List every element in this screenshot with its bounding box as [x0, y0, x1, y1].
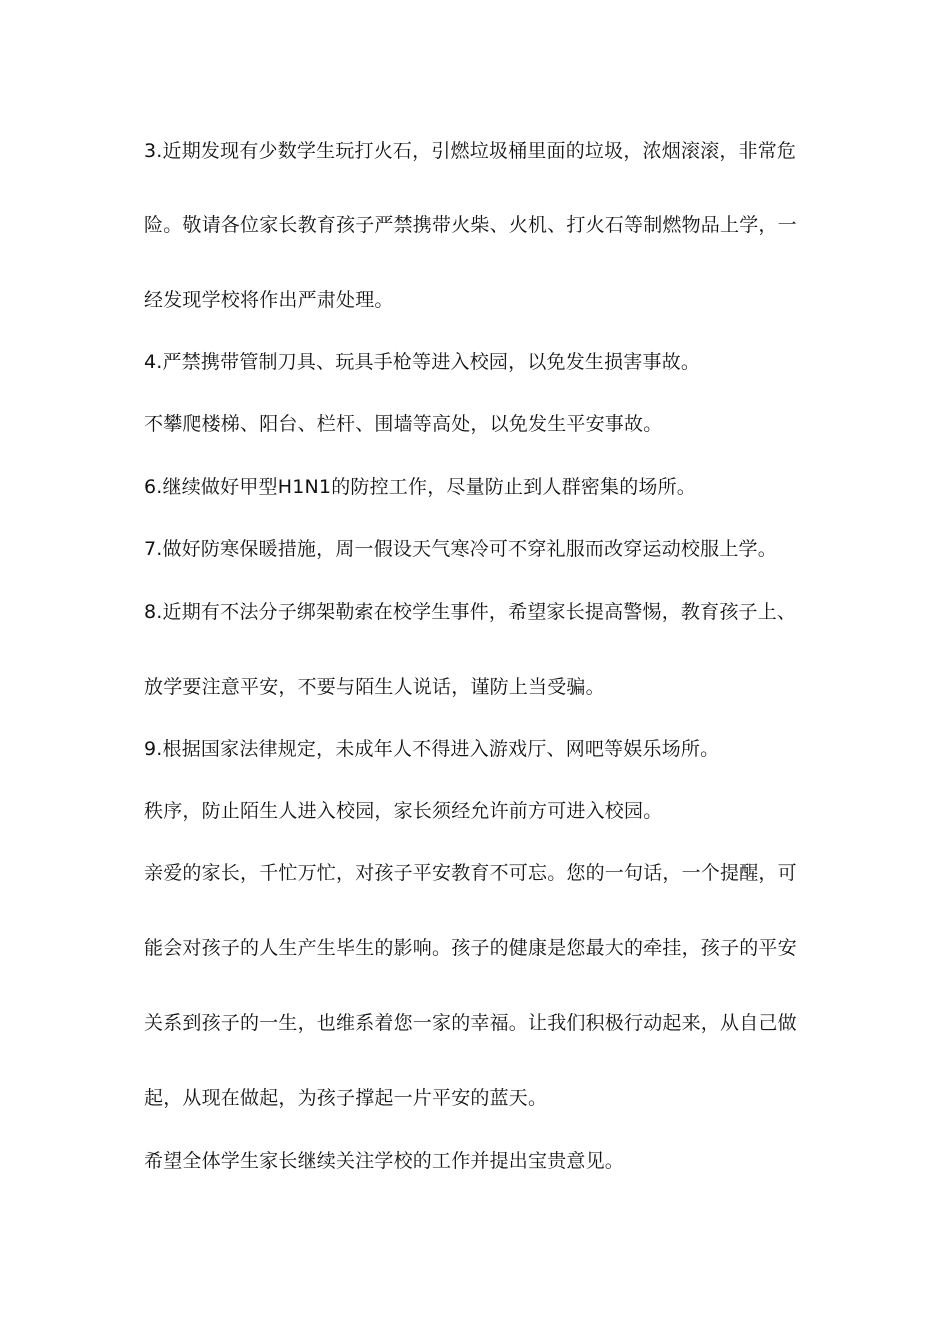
text-line: 秩序，防止陌生人进入校园，家长须经允许前方可进入校园。	[144, 800, 663, 822]
text-line: 8.近期有不法分子绑架勒索在校学生事件，希望家长提高警惕，教育孩子上、	[144, 601, 797, 623]
text-line: 4.严禁携带管制刀具、玩具手枪等进入校园，以免发生损害事故。	[144, 351, 701, 373]
text-line: 起，从现在做起，为孩子撑起一片平安的蓝天。	[144, 1087, 548, 1109]
text-line: 3.近期发现有少数学生玩打火石，引燃垃圾桶里面的垃圾，浓烟滚滚，非常危	[144, 140, 797, 162]
text-line: 6.继续做好甲型H1N1的防控工作，尽量防止到人群密集的场所。	[144, 476, 697, 498]
text-line: 7.做好防寒保暖措施，周一假设天气寒冷可不穿礼服而改穿运动校服上学。	[144, 538, 777, 560]
text-line: 险。敬请各位家长教育孩子严禁携带火柴、火机、打火石等制燃物品上学，一	[144, 214, 797, 236]
text-line: 能会对孩子的人生产生毕生的影响。孩子的健康是您最大的牵挂，孩子的平安	[144, 937, 797, 959]
text-line: 关系到孩子的一生，也维系着您一家的幸福。让我们积极行动起来，从自己做	[144, 1012, 797, 1034]
text-line: 经发现学校将作出严肃处理。	[144, 289, 394, 311]
text-line: 放学要注意平安，不要与陌生人说话，谨防上当受骗。	[144, 676, 605, 698]
text-line: 9.根据国家法律规定，未成年人不得进入游戏厅、网吧等娱乐场所。	[144, 738, 720, 760]
text-line: 希望全体学生家长继续关注学校的工作并提出宝贵意见。	[144, 1150, 625, 1172]
text-line: 亲爱的家长，千忙万忙，对孩子平安教育不可忘。您的一句话，一个提醒，可	[144, 862, 797, 884]
text-line: 不攀爬楼梯、阳台、栏杆、围墙等高处，以免发生平安事故。	[144, 413, 663, 435]
